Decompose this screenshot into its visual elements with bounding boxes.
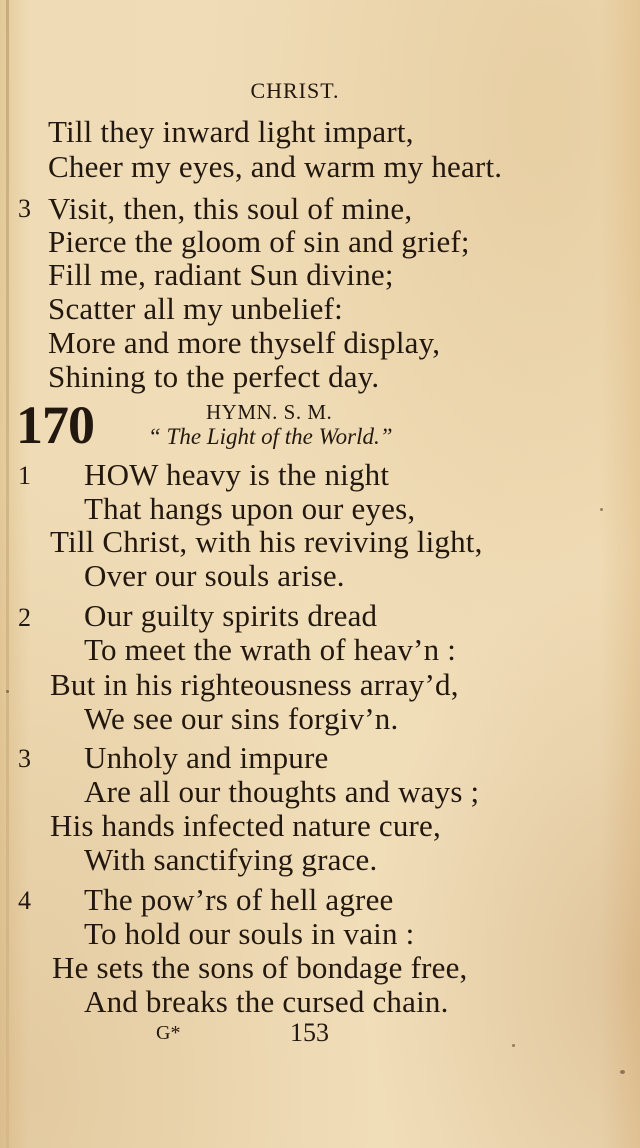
verse-line: To hold our souls in vain : — [84, 916, 415, 951]
verse-line: With sanctifying grace. — [84, 842, 378, 877]
verse-line: He sets the sons of bondage free, — [52, 950, 468, 985]
verse-line: Our guilty spirits dread — [84, 598, 378, 633]
verse-line: His hands infected nature cure, — [50, 808, 441, 843]
paper-speck — [6, 690, 9, 693]
verse-line: Pierce the gloom of sin and grief; — [48, 224, 470, 259]
verse-line: Cheer my eyes, and warm my heart. — [48, 149, 503, 184]
running-head: CHRIST. — [250, 78, 340, 103]
stanza-number: 3 — [18, 744, 31, 773]
verse-line: To meet the wrath of heav’n : — [84, 632, 457, 667]
verse-line: That hangs upon our eyes, — [84, 491, 416, 526]
verse-line: We see our sins forgiv’n. — [84, 701, 399, 736]
hymn-type-meter: HYMN. S. M. — [206, 400, 333, 424]
verse-line: Fill me, radiant Sun divine; — [48, 257, 394, 292]
paper-speck — [512, 1044, 515, 1047]
signature-mark: G* — [156, 1022, 181, 1044]
hymn-number: 170 — [16, 395, 94, 455]
page-number: 153 — [290, 1018, 329, 1047]
verse-line: But in his righteousness array’d, — [50, 667, 459, 702]
stanza-number: 2 — [18, 603, 31, 632]
verse-line: HOW heavy is the night — [84, 457, 390, 492]
page-edge-shadow — [6, 0, 9, 1148]
verse-line: And breaks the cursed chain. — [84, 984, 449, 1019]
stanza-number: 3 — [18, 194, 31, 223]
verse-line: The pow’rs of hell agree — [84, 882, 394, 917]
verse-line: Are all our thoughts and ways ; — [84, 774, 480, 809]
verse-line: Over our souls arise. — [84, 558, 345, 593]
stanza-number: 1 — [18, 461, 31, 490]
verse-line: Unholy and impure — [84, 740, 329, 775]
paper-speck — [620, 1070, 625, 1074]
verse-line: Shining to the perfect day. — [48, 359, 380, 394]
hymn-subtitle: “ The Light of the World.” — [148, 424, 393, 449]
verse-line: More and more thyself display, — [48, 325, 441, 360]
verse-line: Scatter all my unbelief: — [48, 291, 343, 326]
verse-line: Till Christ, with his reviving light, — [50, 524, 483, 559]
stanza-number: 4 — [18, 886, 31, 915]
paper-speck — [600, 508, 603, 511]
verse-line: Till they inward light impart, — [48, 114, 414, 149]
verse-line: Visit, then, this soul of mine, — [48, 191, 413, 226]
